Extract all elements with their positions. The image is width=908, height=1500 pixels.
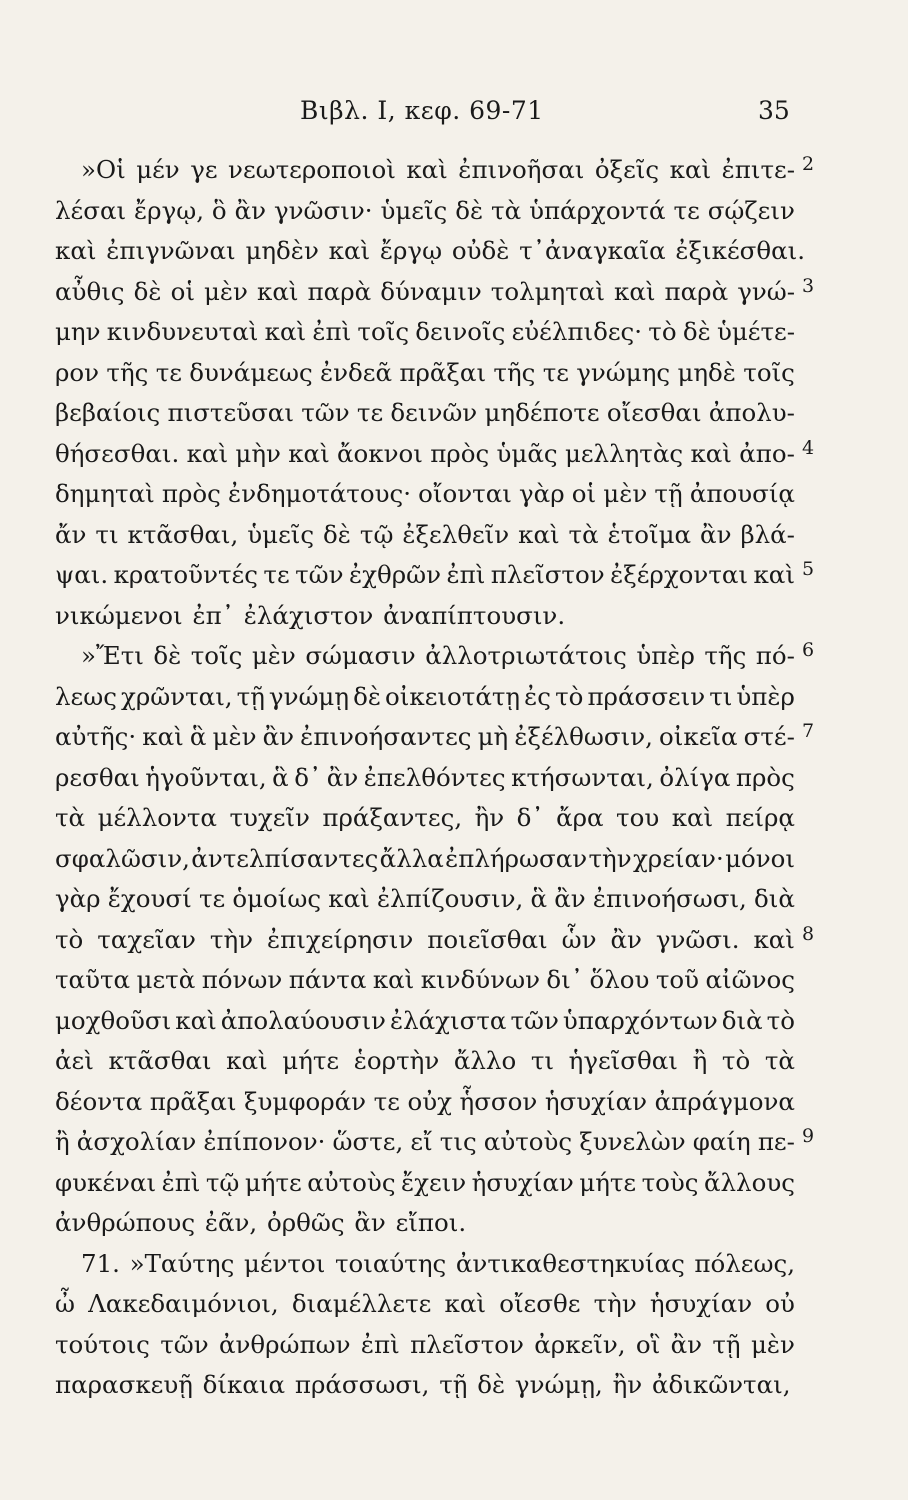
text-line: »Ἔτι δὲ τοῖς μὲν σώμασιν ἀλλοτριωτάτοις ὑπὲρ τῆς πό- [81, 641, 795, 670]
running-head: Βιβλ. I, κεφ. 69-71 [300, 96, 544, 125]
margin-number: 6 [802, 639, 815, 661]
text-line: δημηταὶ πρὸς ἐνδημοτάτους· οἴονται γὰρ οἱ μὲν τῇ ἀπουσίᾳ [55, 479, 795, 508]
text-line: ἀνθρώπους ἐᾶν, ὀρθῶς ἂν εἴποι. [55, 1208, 467, 1237]
text-line: αὐτῆς· καὶ ἃ μὲν ἂν ἐπινοήσαντες μὴ ἐξέλθωσιν, οἰκεῖα στέ- [55, 722, 795, 751]
text-line: ταῦτα μετὰ πόνων πάντα καὶ κινδύνων δι᾽ ὅλου τοῦ αἰῶνος [55, 965, 795, 994]
text-line: λεως χρῶνται, τῇ γνώμῃ δὲ οἰκειοτάτῃ ἐς τὸ πράσσειν τι ὑπὲρ [55, 681, 795, 711]
text-line: θήσεσθαι. καὶ μὴν καὶ ἄοκνοι πρὸς ὑμᾶς μελλητὰς καὶ ἀπο- [55, 438, 795, 468]
text-line: μην κινδυνευταὶ καὶ ἐπὶ τοῖς δεινοῖς εὐέλπιδες· τὸ δὲ ὑμέτε- [55, 317, 795, 346]
margin-number: 2 [802, 153, 815, 175]
margin-number: 3 [802, 274, 815, 297]
text-line: 71. »Ταύτης μέντοι τοιαύτης ἀντικαθεστηκυίας πόλεως, [81, 1248, 795, 1278]
margin-number: 7 [802, 720, 815, 742]
margin-number: 5 [802, 558, 815, 580]
text-line: ἀεὶ κτᾶσθαι καὶ μήτε ἑορτὴν ἄλλο τι ἡγεῖσθαι ἢ τὸ τὰ [55, 1046, 795, 1075]
text-line: ρεσθαι ἡγοῦνται, ἃ δ᾽ ἂν ἐπελθόντες κτήσωνται, ὀλίγα πρὸς [55, 762, 795, 792]
text-line: δέοντα πρᾶξαι ξυμφοράν τε οὐχ ἧσσον ἡσυχίαν ἀπράγμονα [55, 1086, 795, 1116]
body-text [55, 150, 806, 1406]
margin-number: 9 [802, 1125, 815, 1147]
text-line: ὦ Λακεδαιμόνιοι, διαμέλλετε καὶ οἴεσθε τὴν ἡσυχίαν οὐ [55, 1289, 795, 1318]
text-line: τὸ ταχεῖαν τὴν ἐπιχείρησιν ποιεῖσθαι ὧν ἂν γνῶσι. καὶ [55, 924, 795, 954]
page-header [0, 96, 908, 136]
text-line: μοχθοῦσι καὶ ἀπολαύουσιν ἐλάχιστα τῶν ὑπαρχόντων διὰ τὸ [55, 1005, 795, 1035]
text-line: σφαλῶσιν, ἀντελπίσαντες ἄλλα ἐπλήρωσαν τὴν χρείαν· μόνοι [55, 843, 795, 873]
text-line: παρασκευῇ δίκαια πράσσωσι, τῇ δὲ γνώμῃ, ἢν ἀδικῶνται, [55, 1370, 791, 1399]
text-line: βεβαίοις πιστεῦσαι τῶν τε δεινῶν μηδέποτε οἴεσθαι ἀπολυ- [55, 398, 795, 427]
text-line: ρον τῆς τε δυνάμεως ἐνδεᾶ πρᾶξαι τῆς τε γνώμης μηδὲ τοῖς [55, 357, 795, 387]
text-line: »Οἱ μέν γε νεωτεροποιοὶ καὶ ἐπινοῆσαι ὀξεῖς καὶ ἐπιτε- [81, 155, 795, 184]
page-number: 35 [758, 96, 790, 125]
text-line: τούτοις τῶν ἀνθρώπων ἐπὶ πλεῖστον ἀρκεῖν, οἳ ἂν τῇ μὲν [55, 1329, 795, 1359]
text-line: καὶ ἐπιγνῶναι μηδὲν καὶ ἔργῳ οὐδὲ τ᾽ἀναγκαῖα ἐξικέσθαι. [55, 236, 806, 265]
text-line: τὰ μέλλοντα τυχεῖν πράξαντες, ἢν δ᾽ ἄρα του καὶ πείρᾳ [55, 803, 795, 832]
text-line: γὰρ ἔχουσί τε ὁμοίως καὶ ἐλπίζουσιν, ἃ ἂν ἐπινοήσωσι, διὰ [55, 884, 795, 913]
text-line: ἄν τι κτᾶσθαι, ὑμεῖς δὲ τῷ ἐξελθεῖν καὶ τὰ ἑτοῖμα ἂν βλά- [55, 519, 795, 549]
text-line: λέσαι ἔργῳ, ὃ ἂν γνῶσιν· ὑμεῖς δὲ τὰ ὑπάρχοντά τε σῴζειν [55, 195, 795, 225]
text-line: ἢ ἀσχολίαν ἐπίπονον· ὥστε, εἴ τις αὐτοὺς ξυνελὼν φαίη πε- [55, 1127, 795, 1156]
text-line: νικώμενοι ἐπ᾽ ἐλάχιστον ἀναπίπτουσιν. [55, 600, 566, 630]
margin-number: 4 [802, 436, 815, 459]
text-line: αὖθις δὲ οἱ μὲν καὶ παρὰ δύναμιν τολμηταὶ καὶ παρὰ γνώ- [55, 276, 795, 306]
margin-number: 8 [802, 922, 815, 945]
text-line: φυκέναι ἐπὶ τῷ μήτε αὐτοὺς ἔχειν ἡσυχίαν μήτε τοὺς ἄλλους [55, 1167, 795, 1197]
text-line: ψαι. κρατοῦντές τε τῶν ἐχθρῶν ἐπὶ πλεῖστον ἐξέρχονται καὶ [55, 560, 795, 589]
